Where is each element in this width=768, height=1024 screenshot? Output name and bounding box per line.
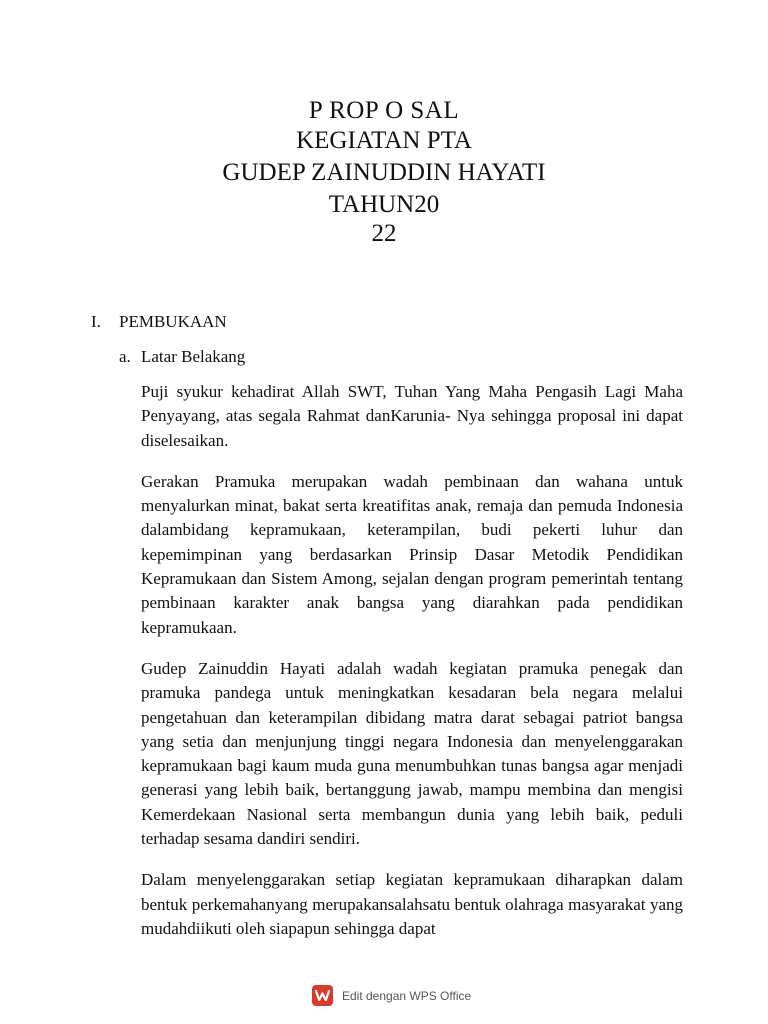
paragraph-1: Puji syukur kehadirat Allah SWT, Tuhan Yang Maha Pengasih Lagi Maha Penyayang, atas segala Rahmat danKarunia- Nya sehingga proposal ini dapat diselesaikan. (141, 382, 683, 450)
section-number: I. (91, 312, 101, 331)
title-line-3: GUDEP ZAINUDDIN HAYATI (222, 159, 546, 186)
paragraph-4: Dalam menyelenggarakan setiap kegiatan kepramukaan diharapkan dalam bentuk perkemahanyang merupakansalahsatu bentuk olahraga masyarakat yang mudahdiikuti oleh siapapun sehingga dapat (141, 870, 683, 938)
subsection-letter: a. (119, 347, 131, 366)
paragraph-3: Gudep Zainuddin Hayati adalah wadah kegiatan pramuka penegak dan pramuka pandega untuk meningkatkan kesadaran bela negara melalui pengetahuan dan keterampilan dibidang matra darat sebagai patriot bangsa yang setia dan menjunjung tinggi negara Indonesia dan menyelenggarakan kepramukaan bagi kaum muda guna menumbuhkan tunas bangsa agar menjadi generasi yang lebih baik, bertanggung jawab, mampu membina dan mengisi Kemerdekaan Nasional serta membangun dunia yang lebih baik, peduli terhadap sesama dandiri sendiri. (141, 658, 683, 849)
subsection-title: Latar Belakang (141, 347, 246, 366)
subsection-heading (119, 346, 245, 368)
wps-edit-link[interactable] (312, 985, 471, 1006)
body-text (141, 380, 683, 958)
title-line-2: KEGIATAN PTA (296, 127, 472, 154)
section-heading (91, 311, 227, 333)
section-title: PEMBUKAAN (119, 312, 227, 331)
title-line-1: P ROP O SAL (308, 97, 460, 124)
wps-office-icon (312, 985, 333, 1006)
document-title (0, 96, 768, 248)
title-line-4: TAHUN20 (328, 191, 440, 218)
paragraph-2: Gerakan Pramuka merupakan wadah pembinaan dan wahana untuk menyalurkan minat, bakat serta kreatifitas anak, remaja dan pemuda Indonesia dalambidang kepramukaan, keterampilan, budi pekerti luhur dan kepemimpinan yang berdasarkan Prinsip Dasar Metodik Pendidikan Kepramukaan dan Sistem Among, sejalan dengan program pemerintah tentang pembinaan karakter anak bangsa yang diarahkan pada pendidikan kepramukaan. (141, 471, 683, 637)
title-line-5: 22 (371, 220, 397, 247)
wps-edit-label: Edit dengan WPS Office (342, 988, 472, 1003)
